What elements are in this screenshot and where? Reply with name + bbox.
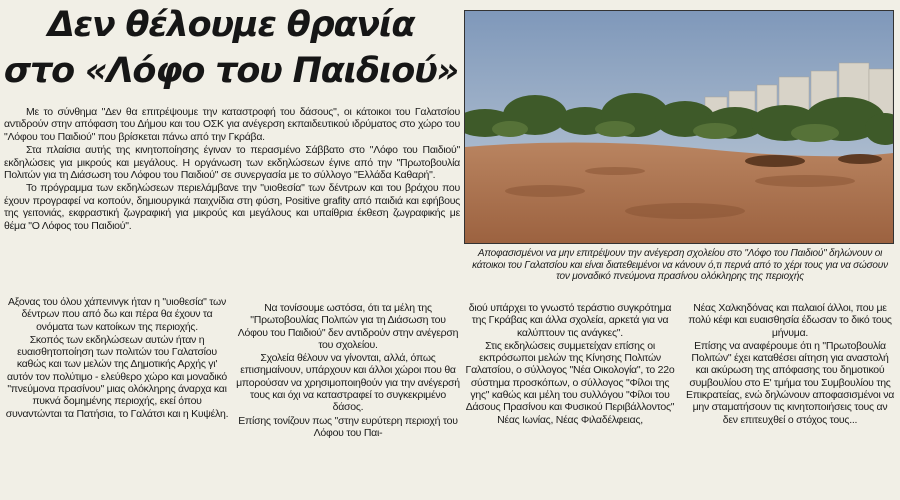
photo-caption: Αποφασισμένοι να μην επιτρέψουν την ανέγερση σχολείου στο "Λόφο του Παιδιού" δηλώνουν οι κάτοικοι του Γαλατσίου και είναι διατεθειμένοι να κάνουν ό,τι περνά από το χέρι τους για να σώσουν τον μοναδικό πνεύμονα πρασίνου ολόκληρης της περιοχής [472,248,888,282]
hill-landscape-photo [465,11,893,243]
column-paragraph: Αξονας του όλου χάπενινγκ ήταν η "υιοθεσία" των δέντρων που από δω και πέρα θα έχουν τα ονόματα των κατοίκων της περιοχής. [8,296,226,333]
column-paragraph: Σκοπός των εκδηλώσεων αυτών ήταν η ευαισθητοποίηση των πολιτών του Γαλατσίου καθώς και των μελών της Δημοτικής Αρχής γι' αυτόν τον πολύτιμο - ελεύθερο χώρο και μοναδικό "πνεύμονα πρασίνου" μιας ολόκληρης άναρχα και πυκνά δομημένης περιοχής, εκεί όπου συναντώνται τα Πατήσια, το Γαλάτσι και η Κυψέλη. [5,333,229,420]
lead-paragraph: Στα πλαίσια αυτής της κινητοποίησης έγιναν το περασμένο Σάββατο στο "Λόφο του Παιδιού" εκδηλώσεις για μικρούς και μεγάλους. Η οργάνωση των εκδηλώσεων έγινε από την "Πρωτοβουλία Πολιτών για τη Διάσωση του Λόφου του Παιδιού" σε συνεργασία με το σύλλογο "Ελλάδα Καθαρή". [4,144,460,182]
column-paragraph: Επίσης τονίζουν πως "στην ευρύτερη περιοχή του Λόφου του Παι- [238,414,458,439]
column-paragraph: Στις εκδηλώσεις συμμετείχαν επίσης οι εκπρόσωποι μελών της Κίνησης Πολιτών Γαλατσίου, ο σύλλογος "Νέα Οικολογία", το 22ο σύστημα προσκόπων, ο σύλλογος "Φίλοι της γης" καθώς και μέλη του συλλόγου "Φίλοι του Δάσους Πρασίνου και Φυσικού Περιβάλλοντος" Νέας Ιωνίας, Νέας Φιλαδέλφειας, [465,339,675,426]
column-paragraph: Επίσης να αναφέρουμε ότι η "Πρωτοβουλία Πολιτών" έχει καταθέσει αίτηση για αναστολή και ακύρωση της απόφασης του δημοτικού συμβουλίου στο Ε' τμήμα του Συμβουλίου της Επικρατείας, ενώ δηλώνουν αποφασισμένοι να μην σταματήσουν τις κινητοποιήσεις τους αν δεν επιτευχθεί ο στόχος τους... [685,339,895,426]
headline-line-1: Δεν θέλουμε θρανία [47,5,415,45]
column-paragraph: Νέας Χαλκηδόνας και παλαιοί άλλοι, που με πολύ κέφι και ευαισθησία έδωσαν το δικό τους μήνυμα. [688,302,892,339]
article-column-2 [236,302,460,439]
lead-paragraph: Με το σύνθημα "Δεν θα επιτρέψουμε την καταστροφή του δάσους", οι κάτοικοι του Γαλατσίου αντιδρούν στην απόφαση του Δήμου και του ΟΣΚ για ανέγερση εκπαιδευτικού ιδρύματος στο χώρο του "Λόφου του Παιδιού" που βρίσκεται πάνω από την Γκράβα. [4,106,460,143]
article-column-1 [4,296,230,420]
lead-text [4,106,460,232]
column-paragraph: διού υπάρχει το γνωστό τεράστιο συγκρότημα της Γκράβας και άλλα σχολεία, αρκετά για να καλύπτουν τις ανάγκες". [468,302,672,339]
headline [0,2,462,94]
article-column-3 [462,302,678,426]
lead-paragraph: Το πρόγραμμα των εκδηλώσεων περιελάμβανε την "υιοθεσία" των δέντρων και του βράχου που έχουν προγραφεί να κοπούν, δημιουργικά παιχνίδια στη φύση, Positive grafity από παιδιά και εφήβους της γειτονιάς, εκφραστική ζωγραφική για μικρούς και μεγάλους και υπαίθρια έκθεση ζωγραφικής με θέμα "Ο Λόφος του Παιδιού". [4,182,460,232]
column-paragraph: Να τονίσουμε ωστόσα, ότι τα μέλη της "Πρωτοβουλίας Πολιτών για τη Διάσωση του Λόφου του Παιδιού" δεν αντιδρούν στην ανέγερση του σχολείου. [237,302,459,351]
news-photo [464,10,894,244]
headline-line-2: στο «Λόφο του Παιδιού» [3,51,459,91]
column-paragraph: Σχολεία θέλουν να γίνονται, αλλά, όπως επισημαίνουν, υπάρχουν και άλλοι χώροι που θα μπορούσαν να χρησιμοποιηθούν για την ανέγερσή τους και όχι να καταστραφεί το συγκεκριμένο δάσος. [236,352,460,414]
article-column-4 [684,302,896,426]
